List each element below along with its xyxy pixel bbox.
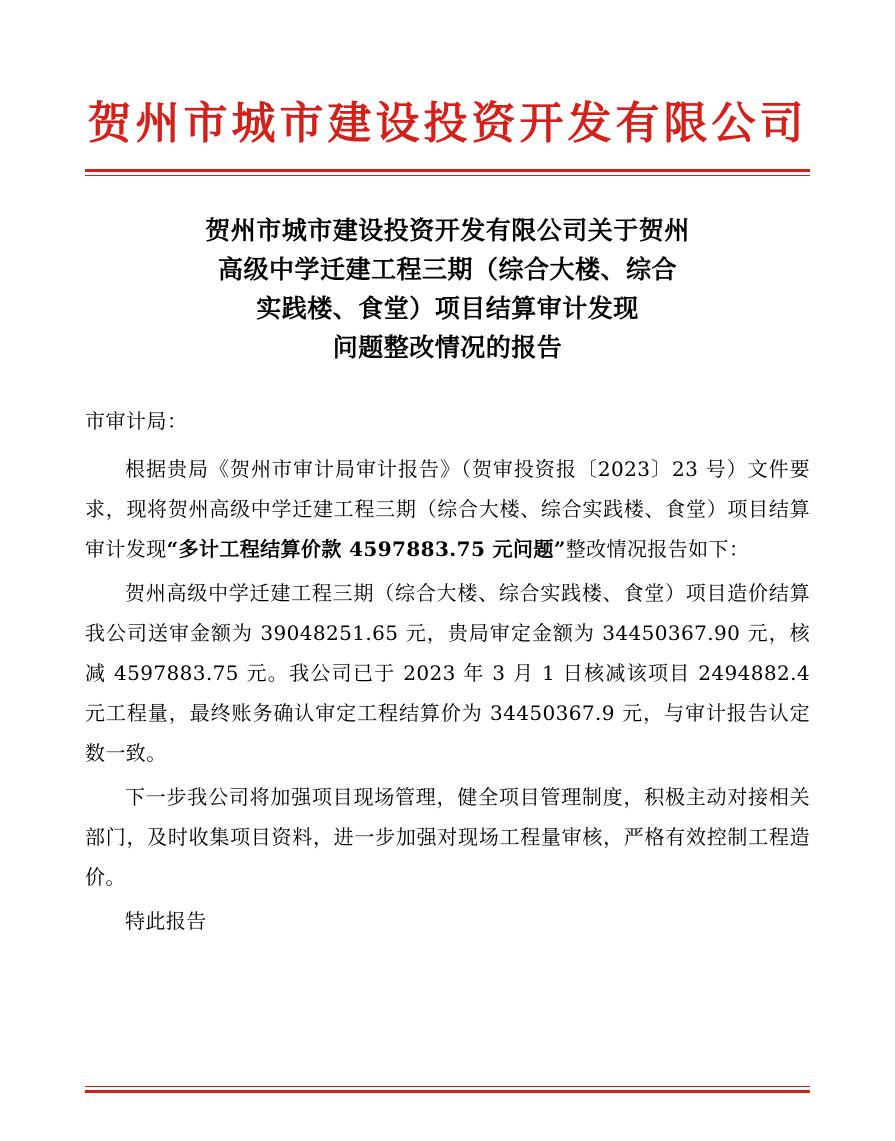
- footer-rule-thin: [85, 1086, 810, 1088]
- footer-divider: [85, 1086, 810, 1094]
- document-paragraph-3: 下一步我公司将加强项目现场管理，健全项目管理制度，积极主动对接相关部门，及时收集项目资料，进一步加强对现场工程量审核，严格有效控制工程造价。: [85, 785, 810, 890]
- letterhead-divider: [85, 169, 810, 177]
- document-paragraph-2: 贺州高级中学迁建工程三期（综合大楼、综合实践楼、食堂）项目造价结算我公司送审金额为 39048251.65 元，贵局审定金额为 34450367.90 元，核减 4597883.75 元。我公司已于 2023 年 3 月 1 日核减该项目 2494882.4 元工程量，最终账务确认审定工程结算价为 34450367.9 元，与审计报告认定数一致。: [85, 581, 810, 766]
- document-title-line-4: 问题整改情况的报告: [332, 332, 563, 362]
- document-title-line-3: 实践楼、食堂）项目结算审计发现: [256, 293, 639, 323]
- document-paragraph-4: 特此报告: [125, 909, 207, 934]
- document-body: [85, 176, 810, 941]
- document-title: [85, 212, 810, 367]
- document-title-line-1: 贺州市城市建设投资开发有限公司关于贺州: [205, 216, 690, 246]
- paragraph-1-text-part-1: 根据贵局《贺州市审计局审计报告》（贺审投资报〔2023〕23 号）文件要求，现将贺州高级中学迁建工程三期（综合大楼、综合实践楼、食堂）项目结算审计发现: [85, 457, 810, 562]
- paragraph-1-text-part-2: 整改情况报告如下：: [565, 537, 750, 562]
- letterhead: [0, 0, 895, 151]
- paragraph-1-emphasis: “多计工程结算价款 4597883.75 元问题”: [166, 537, 566, 562]
- document-paragraph-1: [85, 449, 810, 569]
- footer-rule-thick: [85, 1090, 810, 1093]
- document-recipient: 市审计局：: [85, 409, 188, 434]
- document-title-line-2: 高级中学迁建工程三期（综合大楼、综合: [217, 255, 677, 285]
- letterhead-organization-name: 贺州市城市建设投资开发有限公司: [87, 98, 808, 149]
